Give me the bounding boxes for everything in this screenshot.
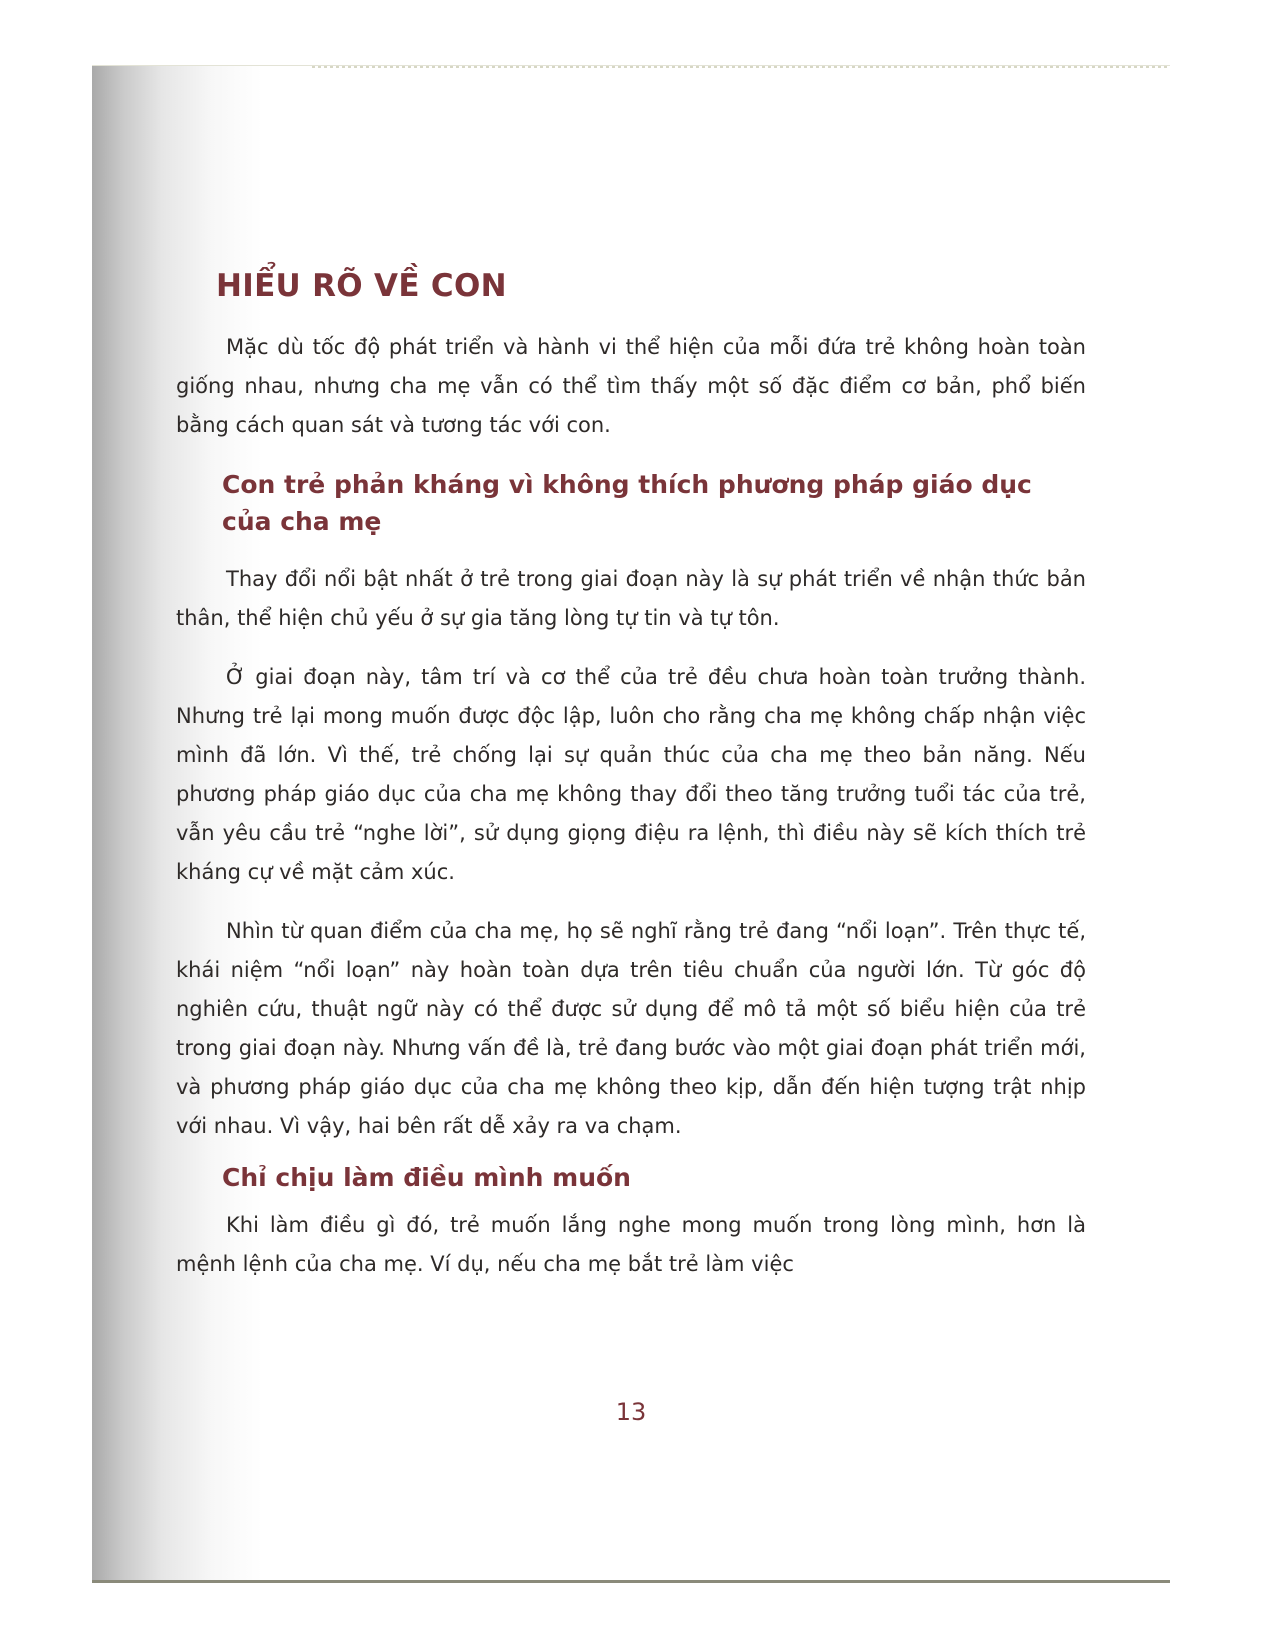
section-title: HIỂU RÕ VỀ CON — [216, 268, 507, 304]
subsection-heading-resistance: Con trẻ phản kháng vì không thích phương pháp giáo dục của cha mẹ — [222, 470, 1032, 536]
book-page — [92, 66, 1170, 1583]
page-top-edge — [312, 66, 1170, 68]
page-content — [176, 266, 1086, 1284]
paragraph-self-awareness: Thay đổi nổi bật nhất ở trẻ trong giai đoạn này là sự phát triển về nhận thức bản thân, thể hiện chủ yếu ở sự gia tăng lòng tự tin và tự tôn. — [176, 566, 1086, 630]
subsection-heading-own-will: Chỉ chịu làm điều mình muốn — [222, 1162, 631, 1192]
intro-paragraph: Mặc dù tốc độ phát triển và hành vi thể hiện của mỗi đứa trẻ không hoàn toàn giống nhau, nhưng cha mẹ vẫn có thể tìm thấy một số đặc điểm cơ bản, phổ biến bằng cách quan sát và tương tác với con. — [176, 335, 1086, 438]
paragraph-independence: Ở giai đoạn này, tâm trí và cơ thể của trẻ đều chưa hoàn toàn trưởng thành. Nhưng trẻ lại mong muốn được độc lập, luôn cho rằng cha mẹ không chấp nhận việc mình đã lớn. Vì thế, trẻ chống lại sự quản thúc của cha mẹ theo bản năng. Nếu phương pháp giáo dục của cha mẹ không thay đổi theo tăng trưởng tuổi tác của trẻ, vẫn yêu cầu trẻ “nghe lời”, sử dụng giọng điệu ra lệnh, thì điều này sẽ kích thích trẻ kháng cự về mặt cảm xúc. — [176, 664, 1086, 884]
page-number: 13 — [615, 1398, 647, 1426]
paragraph-own-will: Khi làm điều gì đó, trẻ muốn lắng nghe mong muốn trong lòng mình, hơn là mệnh lệnh của cha mẹ. Ví dụ, nếu cha mẹ bắt trẻ làm việc — [176, 1213, 1086, 1277]
paragraph-rebellion: Nhìn từ quan điểm của cha mẹ, họ sẽ nghĩ rằng trẻ đang “nổi loạn”. Trên thực tế, khái niệm “nổi loạn” này hoàn toàn dựa trên tiêu chuẩn của người lớn. Từ góc độ nghiên cứu, thuật ngữ này có thể được sử dụng để mô tả một số biểu hiện của trẻ trong giai đoạn này. Nhưng vấn đề là, trẻ đang bước vào một giai đoạn phát triển mới, và phương pháp giáo dục của cha mẹ không theo kịp, dẫn đến hiện tượng trật nhịp với nhau. Vì vậy, hai bên rất dễ xảy ra va chạm. — [176, 918, 1086, 1138]
